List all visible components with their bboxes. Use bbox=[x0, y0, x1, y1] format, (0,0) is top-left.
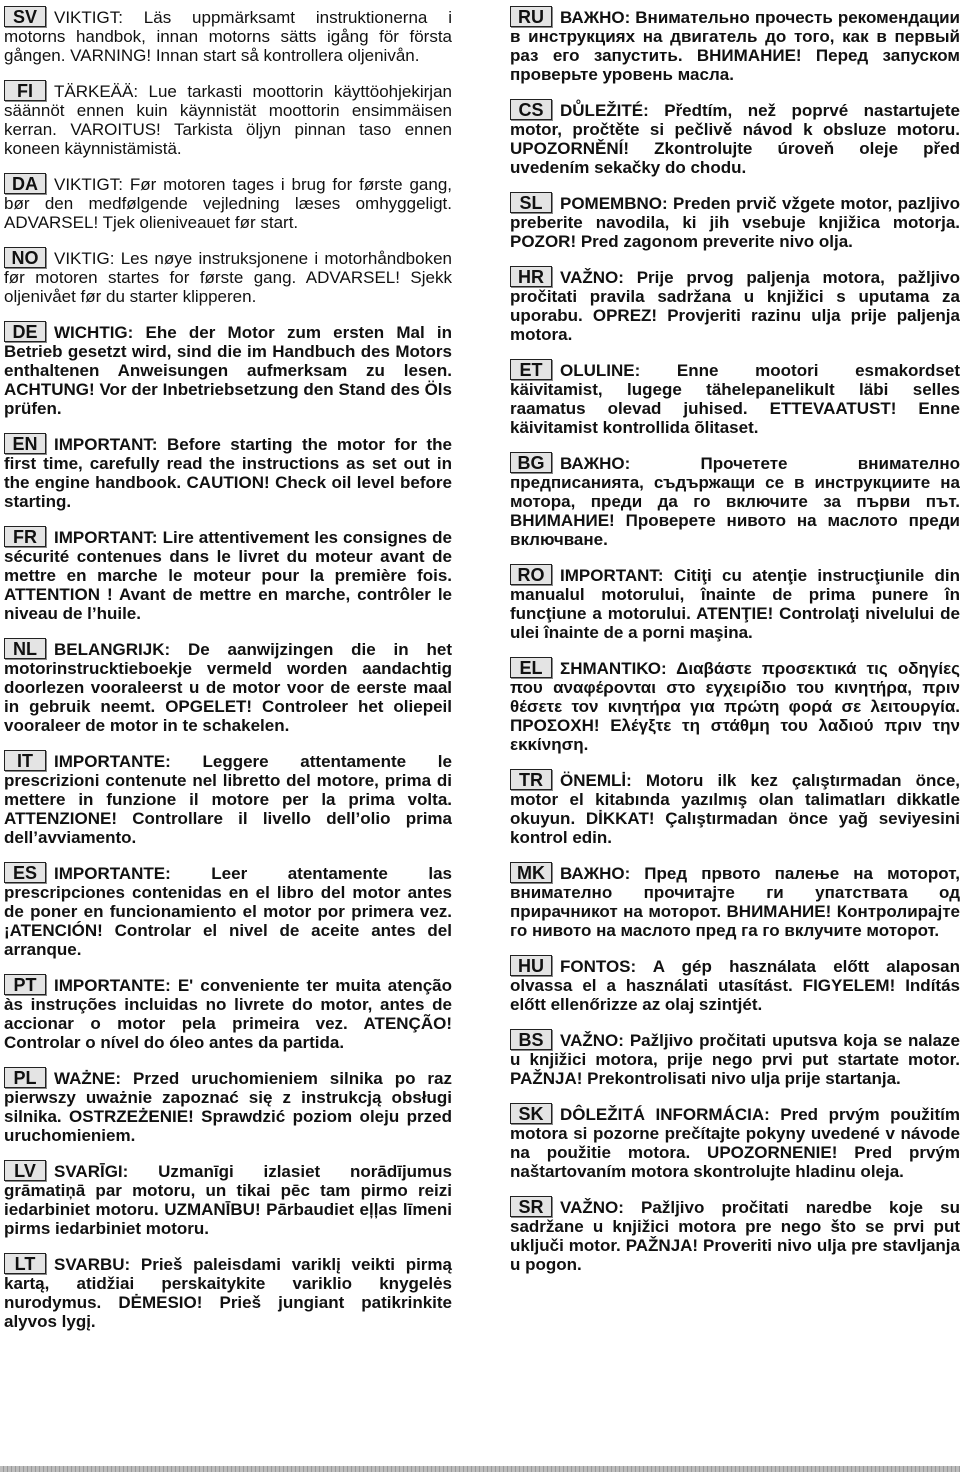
notice-text-nl: BELANGRIJK: De aanwijzingen die in het motorinstrucktieboekje vermeld worden aandachtig doorlezen vooraleerst u de motor voor de eerste maal in gebruik neemt. OPGELET! Controleer het oliepeil vooraleer de motor in te schakelen. bbox=[4, 640, 452, 735]
notice-text-lv: SVARĪGI: Uzmanīgi izlasiet norādījumus grāmatiņā par motoru, un tikai pēc tam pirmo reizi iedarbiniet motoru. UZMANĪBU! Pārbaudiet eļļas līmeni pirms iedarbiniet motoru. bbox=[4, 1162, 452, 1238]
notice-text-bg: ВАЖНО: Прочетете внимателно предписанията, съдържащи се в инструкциите на мотора, преди да го включите за първи път. ВНИМАНИЕ! Проверете нивото на маслото преди включване. bbox=[510, 454, 960, 549]
language-tag-bs: BS bbox=[510, 1029, 552, 1050]
notice-sv bbox=[4, 6, 452, 65]
right-column bbox=[510, 6, 960, 1289]
notice-text-lt: SVARBU: Prieš paleisdami variklį veikti pirmą kartą, atidžiai perskaitykite variklio knygelės nurodymus. DĖMESIO! Prieš jungiant patikrinkite alyvos lygį. bbox=[4, 1255, 452, 1331]
notice-de bbox=[4, 321, 452, 418]
left-column bbox=[4, 6, 452, 1346]
language-tag-da: DA bbox=[4, 173, 46, 194]
notice-fi bbox=[4, 80, 452, 158]
notice-da bbox=[4, 173, 452, 232]
notice-en bbox=[4, 433, 452, 511]
notice-text-pt: IMPORTANTE: E' conveniente ter muita atenção às instruções incluidas no livrete do motor, antes de accionar o motor pela primeira vez. ATENÇÃO! Controlar o nível do óleo antes da partida. bbox=[4, 976, 452, 1052]
notice-cs bbox=[510, 99, 960, 177]
notice-ro bbox=[510, 564, 960, 642]
notice-text-pl: WAŻNE: Przed uruchomieniem silnika po raz pierwszy uważnie zapoznać się z instrukcją obsługi silnika. OSTRZEŻENIE! Sprawdzić poziom oleju przed uruchomieniem. bbox=[4, 1069, 452, 1145]
language-tag-fr: FR bbox=[4, 526, 46, 547]
language-tag-lv: LV bbox=[4, 1160, 46, 1181]
language-tag-tr: TR bbox=[510, 769, 552, 790]
notice-fr bbox=[4, 526, 452, 623]
notice-text-sv: VIKTIGT: Läs uppmärksamt instruktionerna i motorns handbok, innan motorns sätts igång för första gången. VARNING! Innan start så kontrollera oljenivån. bbox=[4, 8, 452, 65]
notice-sr bbox=[510, 1196, 960, 1274]
language-tag-et: ET bbox=[510, 359, 552, 380]
notice-text-el: ΣΗΜΑΝΤΙΚΟ: Διαβάστε προσεκτικά τις οδηγίες που αναφέρονται στο εγχειρίδιο του κινητήρα, πριν θέσετε τον κινητήρα για πρώτη φορά σε λειτουργία. ΠΡΟΣΟΧΗ! Ελέγξτε τη στάθμη του λαδιού πριν την εκκίνηση. bbox=[510, 659, 960, 754]
notice-text-bs: VAŽNO: Pažljivo pročitati uputsva koja se nalaze u knjižici motora, prije nego prvi put startate motor. PAŽNJA! Prekontrolisati nivo ulja prije startanja. bbox=[510, 1031, 960, 1088]
notice-sk bbox=[510, 1103, 960, 1181]
notice-ru bbox=[510, 6, 960, 84]
notice-text-sr: VAŽNO: Pažljivo pročitati naredbe koje su sadržane u knjižici motora pre nego što se prvi put uključi motor. PAŽNJA! Proveriti nivo ulja pre stavljanja u pogon. bbox=[510, 1198, 960, 1274]
language-tag-sv: SV bbox=[4, 6, 46, 27]
notice-text-ro: IMPORTANT: Citiţi cu atenţie instrucţiunile din manualul motorului, înainte de prima punere în funcţiune a motorului. ATENŢIE! Controlaţi nivelului de ulei înainte de a porni maşina. bbox=[510, 566, 960, 642]
notice-text-en: IMPORTANT: Before starting the motor for the first time, carefully read the instructions as set out in the engine handbook. CAUTION! Check oil level before starting. bbox=[4, 435, 452, 511]
notice-hu bbox=[510, 955, 960, 1014]
language-tag-ro: RO bbox=[510, 564, 552, 585]
notice-text-fi: TÄRKEÄÄ: Lue tarkasti moottorin käyttöohjekirjan säännöt ennen kuin käynnistät moottorin ensimmäisen kerran. VAROITUS! Tarkista öljyn pinnan taso ennen koneen käynnistämistä. bbox=[4, 82, 452, 158]
notice-text-tr: ÖNEMLİ: Motoru ilk kez çalıştırmadan önce, motor el kitabında yazılmış olan talimatları dikkatle okuyun. DİKKAT! Çalıştırmadan önce yağ seviyesini kontrol edin. bbox=[510, 771, 960, 847]
notice-text-de: WICHTIG: Ehe der Motor zum ersten Mal in Betrieb gesetzt wird, sind die im Handbuch des Motors enthaltenen Anweisungen aufmerksam zu lesen. ACHTUNG! Vor der Inbetriebsetzung den Stand des Öls prüfen. bbox=[4, 323, 452, 418]
notice-text-sk: DÔLEŽITÁ INFORMÁCIA: Pred prvým použitím motora si pozorne prečítajte pokyny uvedené v návode na použitie motora. UPOZORNENIE! Pred prvým naštartovaním motora skontrolujte hladinu oleja. bbox=[510, 1105, 960, 1181]
notice-no bbox=[4, 247, 452, 306]
language-tag-no: NO bbox=[4, 247, 46, 268]
notice-text-ru: ВАЖНО: Внимательно прочесть рекомендации в инструкциях на двигатель до того, как в первый раз его запустить. ВНИМАНИЕ! Перед запуском проверьте уровень масла. bbox=[510, 8, 960, 84]
language-tag-pt: PT bbox=[4, 974, 46, 995]
language-tag-mk: MK bbox=[510, 862, 552, 883]
notice-text-sl: POMEMBNO: Preden prvič vžgete motor, pazljivo preberite navodila, ki jih vsebuje knjižica motorja. POZOR! Pred zagonom preverite nivo olja. bbox=[510, 194, 960, 251]
language-tag-cs: CS bbox=[510, 99, 552, 120]
language-tag-it: IT bbox=[4, 750, 46, 771]
notice-text-da: VIKTIGT: Før motoren tages i brug for første gang, bør den medfølgende vejledning læses omhyggeligt. ADVARSEL! Tjek olieniveauet før start. bbox=[4, 175, 452, 232]
notice-pl bbox=[4, 1067, 452, 1145]
notice-text-fr: IMPORTANT: Lire attentivement les consignes de sécurité contenues dans le livret du moteur avant de mettre en marche le moteur pour la première fois. ATTENTION ! Avant de mettre en marche, contrôler le niveau de l’huile. bbox=[4, 528, 452, 623]
notice-text-es: IMPORTANTE: Leer atentamente las prescripciones contenidas en el libro del motor antes de poner en funcionamiento el motor por primera vez. ¡ATENCIÓN! Controlar el nivel de aceite antes del arranque. bbox=[4, 864, 452, 959]
language-tag-lt: LT bbox=[4, 1253, 46, 1274]
notice-es bbox=[4, 862, 452, 959]
footer-rule bbox=[0, 1466, 960, 1472]
notice-mk bbox=[510, 862, 960, 940]
notice-text-cs: DŮLEŽITÉ: Předtím, než poprvé nastartujete motor, pročtěte si pečlivě návod k obsluze motoru. UPOZORNĚNÍ! Zkontrolujte úroveň oleje před uvedením sekačky do chodu. bbox=[510, 101, 960, 177]
language-tag-sk: SK bbox=[510, 1103, 552, 1124]
notice-tr bbox=[510, 769, 960, 847]
language-tag-fi: FI bbox=[4, 80, 46, 101]
notice-lv bbox=[4, 1160, 452, 1238]
language-tag-pl: PL bbox=[4, 1067, 46, 1088]
notice-nl bbox=[4, 638, 452, 735]
notice-text-hu: FONTOS: A gép használata előtt alaposan olvassa el a használati utasítást. FIGYELEM! Indítás előtt ellenőrizze az olaj szintjét. bbox=[510, 957, 960, 1014]
notice-text-mk: ВАЖНО: Пред првото палење на моторот, внимателно прочитајте ги упатствата од прирачникот на моторот. ВНИМАНИЕ! Контролирајте го нивото на маслото пред га го вклучите моторот. bbox=[510, 864, 960, 940]
language-tag-el: EL bbox=[510, 657, 552, 678]
language-tag-de: DE bbox=[4, 321, 46, 342]
language-tag-hu: HU bbox=[510, 955, 552, 976]
language-tag-bg: BG bbox=[510, 452, 552, 473]
language-tag-hr: HR bbox=[510, 266, 552, 287]
notice-bg bbox=[510, 452, 960, 549]
language-tag-sl: SL bbox=[510, 192, 552, 213]
notice-lt bbox=[4, 1253, 452, 1331]
notice-et bbox=[510, 359, 960, 437]
language-tag-es: ES bbox=[4, 862, 46, 883]
notice-text-et: OLULINE: Enne mootori esmakordset käivitamist, lugege tähelepanelikult läbi selles raamatus olevad juhised. ETTEVAATUST! Enne käivitamist kontrollida õlitaset. bbox=[510, 361, 960, 437]
notice-pt bbox=[4, 974, 452, 1052]
notice-el bbox=[510, 657, 960, 754]
language-tag-en: EN bbox=[4, 433, 46, 454]
language-tag-sr: SR bbox=[510, 1196, 552, 1217]
notice-sl bbox=[510, 192, 960, 251]
notice-text-it: IMPORTANTE: Leggere attentamente le prescrizioni contenute nel libretto del motore, prima di mettere in funzione il motore per la prima volta. ATTENZIONE! Controllare il livello dell’olio prima dell’avviamento. bbox=[4, 752, 452, 847]
notice-bs bbox=[510, 1029, 960, 1088]
notice-text-no: VIKTIG: Les nøye instruksjonene i motorhåndboken før motoren startes for første gang. ADVARSEL! Sjekk oljenivået før du starter klipperen. bbox=[4, 249, 452, 306]
notice-text-hr: VAŽNO: Prije prvog paljenja motora, pažljivo pročitati pravila sadržana u knjižici s uputama za uporabu. OPREZ! Provjeriti razinu ulja prije paljenja motora. bbox=[510, 268, 960, 344]
language-tag-ru: RU bbox=[510, 6, 552, 27]
language-tag-nl: NL bbox=[4, 638, 46, 659]
notice-hr bbox=[510, 266, 960, 344]
notice-it bbox=[4, 750, 452, 847]
